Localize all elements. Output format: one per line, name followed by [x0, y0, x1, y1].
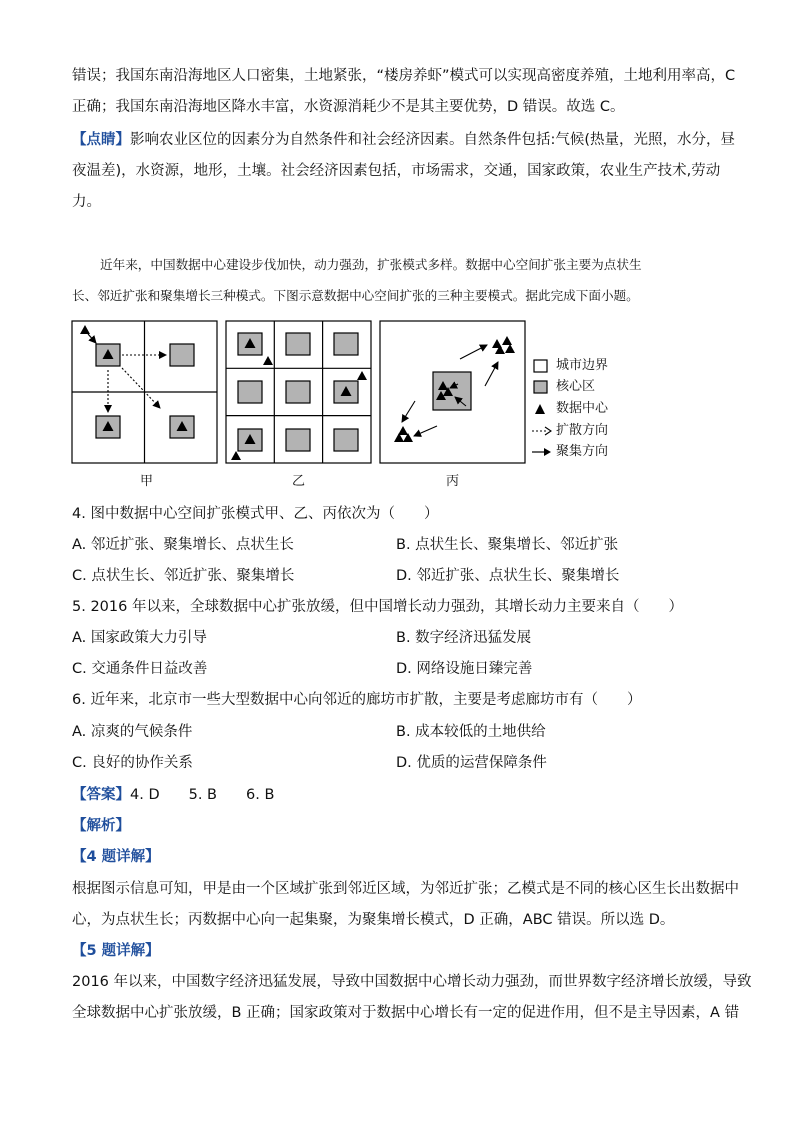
option-6c: C. 良好的协作关系: [72, 755, 193, 771]
answer-tag: 【答案】: [72, 787, 130, 803]
expansion-mode-figure: [0, 0, 794, 500]
intro-text-line: 近年来，中国数据中心建设步伐加快，动力强劲，扩张模式多样。数据中心空间扩张主要为点状生: [100, 257, 642, 272]
figure-caption-bing: 丙: [446, 474, 460, 489]
core-zone: [238, 381, 262, 403]
option-6d: D. 优质的运营保障条件: [396, 755, 547, 771]
legend-item-gathering: [532, 444, 608, 460]
q4-detail-text: 心，为点状生长；丙数据中心向一起集聚，为聚集增长模式，D 正确，ABC 错误。所以选 D。: [72, 912, 675, 928]
legend-item-diffusion: [532, 423, 608, 439]
q4-detail-text: 根据图示信息可知，甲是由一个区域扩张到邻近区域，为邻近扩张；乙模式是不同的核心区生长出数据中: [72, 881, 739, 897]
analysis-text-line: 错误；我国东南沿海地区人口密集，土地紧张，“楼房养虾”模式可以实现高密度养殖，土地利用率高，C: [72, 68, 736, 84]
core-zone: [286, 381, 310, 403]
core-zone: [334, 429, 358, 451]
gathering-arrow-icon: [532, 445, 552, 459]
option-6a: A. 凉爽的气候条件: [72, 724, 193, 740]
legend-item-city-boundary: [532, 358, 608, 374]
q4-detail-heading: 【4 题详解】: [72, 849, 160, 865]
option-5a: A. 国家政策大力引导: [72, 630, 207, 646]
diagram-yi: [226, 321, 371, 463]
analysis-text-line: 正确；我国东南沿海地区降水丰富，水资源消耗少不是其主要优势，D 错误。故选 C。: [72, 99, 625, 115]
option-4c: C. 点状生长、邻近扩张、聚集增长: [72, 568, 295, 584]
option-5d: D. 网络设施日臻完善: [396, 661, 533, 677]
option-5b: B. 数字经济迅猛发展: [396, 630, 532, 646]
answer-text: 4. D 5. B 6. B: [130, 787, 275, 803]
question-stem: 4. 图中数据中心空间扩张模式甲、乙、丙依次为（ ）: [72, 506, 439, 522]
q5-detail-text: 2016 年以来，中国数字经济迅猛发展，导致中国数据中心增长动力强劲，而世界数字经济增长放缓，导致: [72, 974, 752, 990]
figure-caption-jia: 甲: [140, 474, 154, 489]
legend-item-data-center: [532, 401, 608, 417]
dianjing-tag: 【点睛】: [72, 132, 130, 148]
dianjing-text-line: 夜温差)，水资源，地形，土壤。社会经济因素包括，市场需求，交通，国家政策，农业生产技术,劳动: [72, 163, 721, 179]
answer-line: [72, 785, 274, 805]
data-center-icon: [532, 402, 552, 416]
core-zone: [286, 429, 310, 451]
core-zone: [433, 372, 471, 410]
diffusion-arrow-icon: [532, 424, 552, 438]
option-5c: C. 交通条件日益改善: [72, 661, 208, 677]
q5-detail-text: 全球数据中心扩张放缓，B 正确；国家政策对于数据中心增长有一定的促进作用，但不是主导因素，A 错: [72, 1005, 740, 1021]
legend-label: 聚集方向: [556, 444, 609, 459]
option-4a: A. 邻近扩张、聚集增长、点状生长: [72, 537, 294, 553]
city-boundary-icon: [532, 359, 552, 373]
intro-text-line: 长、邻近扩张和聚集增长三种模式。下图示意数据中心空间扩张的三种主要模式。据此完成下面小题。: [72, 288, 639, 303]
dianjing-text: 影响农业区位的因素分为自然条件和社会经济因素。自然条件包括:气候(热量，光照，水分，昼: [130, 132, 736, 148]
option-4d: D. 邻近扩张、点状生长、聚集增长: [396, 568, 620, 584]
question-stem: 5. 2016 年以来，全球数据中心扩张放缓，但中国增长动力强劲，其增长动力主要来自（ ）: [72, 599, 683, 615]
option-4b: B. 点状生长、聚集增长、邻近扩张: [396, 537, 619, 553]
legend-label: 数据中心: [556, 401, 609, 416]
core-zone: [334, 333, 358, 355]
legend-label: 扩散方向: [556, 423, 609, 438]
q5-detail-heading: 【5 题详解】: [72, 943, 160, 959]
question-stem: 6. 近年来，北京市一些大型数据中心向邻近的廊坊市扩散，主要是考虑廊坊市有（ ）: [72, 692, 642, 708]
dianjing-text-line: 力。: [72, 194, 101, 210]
diagram-bing: [380, 321, 525, 463]
legend-item-core-zone: [532, 379, 595, 395]
diagram-jia: [72, 321, 217, 463]
core-zone: [286, 333, 310, 355]
legend-label: 核心区: [556, 379, 596, 394]
analysis-heading: 【解析】: [72, 818, 130, 834]
option-6b: B. 成本较低的土地供给: [396, 724, 546, 740]
core-zone: [170, 344, 194, 366]
core-zone-icon: [532, 380, 552, 394]
figure-caption-yi: 乙: [292, 474, 306, 489]
legend-label: 城市边界: [556, 358, 609, 373]
